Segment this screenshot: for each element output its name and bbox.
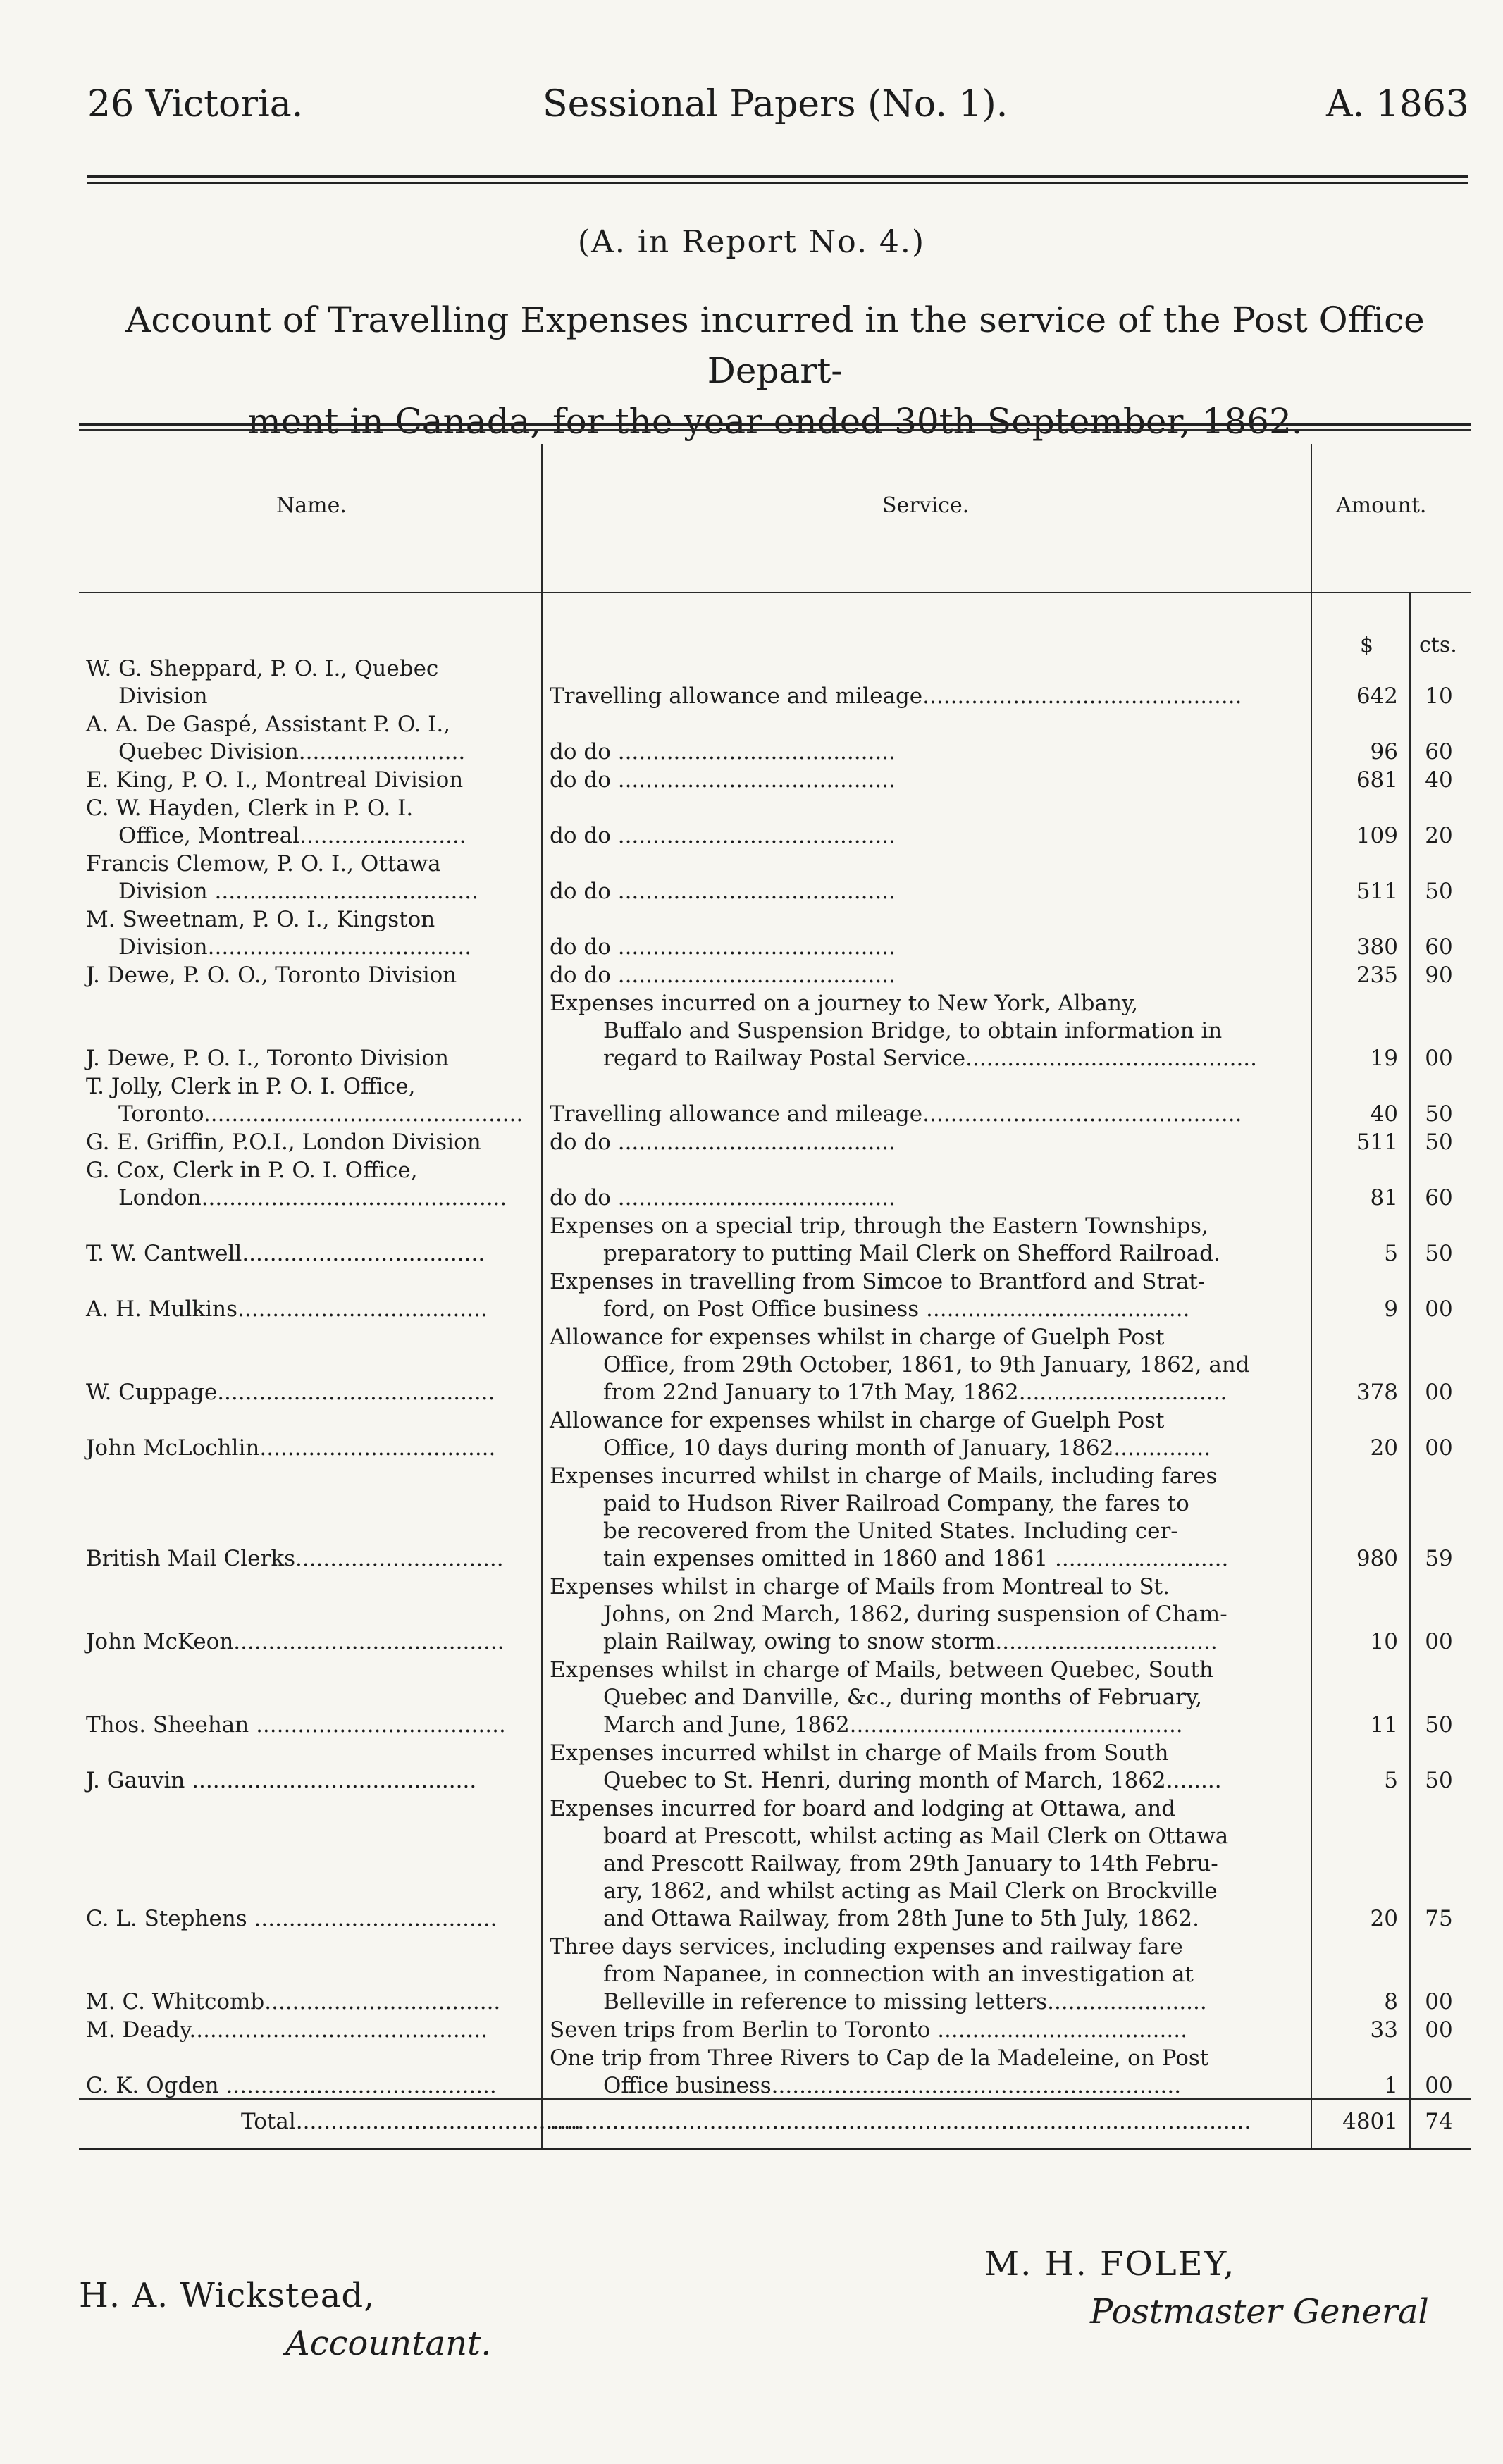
name-line: Division ...................................... [118, 879, 478, 904]
service-line: do do ........................................ [550, 1129, 896, 1155]
service-line: Three days services, including expenses and railway fare [550, 1934, 1183, 1960]
amount-cents: 00 [1425, 1046, 1453, 1071]
service-line: Expenses in travelling from Simcoe to Brantford and Strat- [550, 1269, 1206, 1294]
title-line-2: ment in Canada, for the year ended 30th September, 1862. [247, 401, 1303, 442]
amount-dollars: 235 [1356, 962, 1398, 988]
expense-service [550, 1268, 1381, 1323]
expense-name [86, 1157, 544, 1212]
session-label: 26 Victoria. [87, 83, 304, 125]
expense-service [550, 1657, 1381, 1739]
table-row [79, 990, 1471, 1072]
amount-cents: 40 [1425, 767, 1453, 793]
amount-cents: 60 [1425, 1185, 1453, 1211]
expense-name [86, 1767, 544, 1795]
expense-name [86, 1129, 544, 1156]
table-row [79, 2017, 1471, 2044]
total-rule [79, 2098, 1471, 2100]
service-line: Seven trips from Berlin to Toronto .................................... [550, 2017, 1187, 2043]
table-row [79, 1073, 1471, 1128]
name-line: G. E. Griffin, P.O.I., London Division [86, 1129, 481, 1155]
expense-name [86, 1240, 544, 1268]
name-line: Quebec Division........................ [118, 739, 466, 764]
expense-service [550, 1795, 1381, 1933]
cents-header: cts. [1419, 633, 1457, 657]
service-line: Expenses whilst in charge of Mails from Montreal to St. [550, 1574, 1170, 1599]
name-line: Francis Clemow, P. O. I., Ottawa [86, 851, 441, 877]
table-row [79, 1129, 1471, 1156]
expense-name [86, 1711, 544, 1739]
amount-dollars: 109 [1356, 823, 1398, 848]
expense-name [86, 2072, 544, 2100]
expense-service [550, 1129, 1381, 1156]
service-line: Expenses incurred whilst in charge of Mails, including fares [550, 1463, 1218, 1489]
expense-service [550, 1740, 1381, 1795]
expense-service [550, 878, 1381, 905]
name-line: C. W. Hayden, Clerk in P. O. I. [86, 795, 414, 821]
amount-dollars: 5 [1384, 1768, 1398, 1793]
amount-dollars: 681 [1356, 767, 1398, 793]
expense-service [550, 1573, 1381, 1656]
service-line: Johns, on 2nd March, 1862, during suspension of Cham- [603, 1602, 1227, 1627]
dollars-header: $ [1360, 633, 1374, 657]
expense-service [550, 1324, 1381, 1406]
name-line: E. King, P. O. I., Montreal Division [86, 767, 464, 793]
expense-service [550, 767, 1381, 794]
expense-name [86, 1435, 544, 1462]
table-row [79, 1463, 1471, 1573]
expense-name [86, 1379, 544, 1406]
table-row [79, 2045, 1471, 2100]
service-line: Expenses incurred whilst in charge of Mails from South [550, 1740, 1169, 1766]
name-line: M. Sweetnam, P. O. I., Kingston [86, 907, 435, 932]
service-line: Expenses whilst in charge of Mails, between Quebec, South [550, 1657, 1213, 1683]
table-row [79, 962, 1471, 989]
postmaster-title: Postmaster General [1090, 2292, 1429, 2332]
table-row [79, 655, 1471, 710]
service-line: Expenses incurred on a journey to New York, Albany, [550, 991, 1139, 1016]
expense-service [550, 738, 1381, 766]
expense-name [86, 1628, 544, 1656]
amount-cents: 00 [1425, 1629, 1453, 1654]
service-line: One trip from Three Rivers to Cap de la Madeleine, on Post [550, 2045, 1209, 2071]
name-column-header: Name. [276, 493, 347, 518]
table-top-rule-thin [79, 429, 1471, 431]
service-line: do do ........................................ [550, 934, 896, 960]
name-line: M. Deady........................................... [86, 2017, 488, 2043]
amount-dollars: 10 [1370, 1629, 1398, 1654]
expense-name [86, 1296, 544, 1323]
service-line: Office business........................................................... [603, 2073, 1182, 2098]
table-row [79, 1740, 1471, 1795]
amount-dollars: 20 [1370, 1435, 1398, 1461]
name-line: British Mail Clerks.............................. [86, 1546, 504, 1571]
expense-name [86, 1988, 544, 2016]
expense-name [86, 2017, 544, 2044]
amount-dollars: 96 [1370, 739, 1398, 764]
table-row [79, 850, 1471, 905]
total-dollars: 4801 [1342, 2109, 1398, 2134]
table-top-rule [79, 423, 1471, 426]
service-line: tain expenses omitted in 1860 and 1861 ......................... [603, 1546, 1229, 1571]
service-line: board at Prescott, whilst acting as Mail Clerk on Ottawa [603, 1824, 1229, 1849]
service-line: Allowance for expenses whilst in charge of Guelph Post [550, 1325, 1165, 1350]
name-line: Toronto.............................................. [118, 1101, 524, 1127]
amount-cents: 00 [1425, 1296, 1453, 1322]
service-line: and Ottawa Railway, from 28th June to 5th July, 1862. [603, 1906, 1199, 1931]
total-service-leader: ..................................................................................................... [550, 2109, 1251, 2134]
name-line: A. A. De Gaspé, Assistant P. O. I., [86, 712, 451, 737]
table-row [79, 1933, 1471, 2016]
service-line: be recovered from the United States. Including cer- [603, 1518, 1178, 1544]
amount-cents: 60 [1425, 739, 1453, 764]
expense-service [550, 1407, 1381, 1462]
expense-service [550, 2045, 1381, 2100]
name-line: A. H. Mulkins.................................... [86, 1296, 488, 1322]
name-line: M. C. Whitcomb.................................. [86, 1989, 501, 2014]
table-row [79, 906, 1471, 961]
service-line: do do ........................................ [550, 739, 896, 764]
expense-service [550, 683, 1381, 710]
amount-dollars: 642 [1356, 683, 1398, 709]
amount-cents: 50 [1425, 1768, 1453, 1793]
expense-service [550, 1213, 1381, 1268]
service-line: March and June, 1862................................................ [603, 1712, 1183, 1738]
year-label: A. 1863 [1326, 83, 1469, 125]
name-line: C. L. Stephens ................................... [86, 1906, 497, 1931]
service-line: Quebec and Danville, &c., during months of February, [603, 1685, 1203, 1710]
expense-name [86, 906, 544, 961]
title-line-1: Account of Travelling Expenses incurred in the service of the Post Office Depart- [125, 299, 1425, 391]
page-header [87, 83, 1469, 132]
expense-service [550, 1933, 1381, 2016]
service-line: do do ........................................ [550, 962, 896, 988]
expense-service [550, 962, 1381, 989]
table-row [79, 711, 1471, 766]
amount-dollars: 33 [1370, 2017, 1398, 2043]
postmaster-name: M. H. FOLEY, [984, 2244, 1236, 2284]
expense-name [86, 1905, 544, 1933]
expenses-table [79, 423, 1471, 2190]
name-line: John McLochlin.................................. [86, 1435, 496, 1461]
service-line: preparatory to putting Mail Clerk on Shefford Railroad. [603, 1241, 1220, 1266]
amount-dollars: 40 [1370, 1101, 1398, 1127]
name-line: Thos. Sheehan .................................... [86, 1712, 506, 1738]
service-line: Expenses incurred for board and lodging at Ottawa, and [550, 1796, 1176, 1821]
expense-service [550, 1101, 1381, 1128]
service-line: do do ........................................ [550, 1185, 896, 1211]
service-line: Travelling allowance and mileage.............................................. [550, 1101, 1242, 1127]
table-bottom-rule [79, 2148, 1471, 2150]
amount-dollars: 5 [1384, 1241, 1398, 1266]
amount-dollars: 378 [1356, 1380, 1398, 1405]
table-row [79, 1213, 1471, 1268]
expense-name [86, 962, 544, 989]
amount-cents: 00 [1425, 2017, 1453, 2043]
service-line: do do ........................................ [550, 879, 896, 904]
expense-name [86, 795, 544, 850]
amount-cents: 00 [1425, 1989, 1453, 2014]
service-line: from Napanee, in connection with an investigation at [603, 1962, 1194, 1987]
expense-name [86, 1545, 544, 1573]
expense-service [550, 934, 1381, 961]
sessional-papers-label: Sessional Papers (No. 1). [543, 83, 1008, 125]
table-row [79, 1573, 1471, 1656]
amount-cents: 50 [1425, 1241, 1453, 1266]
table-row [79, 1324, 1471, 1406]
table-row [79, 1268, 1471, 1323]
amount-cents: 75 [1425, 1906, 1453, 1931]
amount-cents: 00 [1425, 1435, 1453, 1461]
service-line: from 22nd January to 17th May, 1862.............................. [603, 1380, 1227, 1405]
expense-service [550, 1184, 1381, 1212]
amount-cents: 50 [1425, 1101, 1453, 1127]
name-line: W. G. Sheppard, P. O. I., Quebec [86, 656, 439, 681]
amount-dollars: 1 [1384, 2073, 1398, 2098]
service-line: paid to Hudson River Railroad Company, the fares to [603, 1491, 1189, 1516]
name-line: J. Dewe, P. O. O., Toronto Division [86, 962, 457, 988]
amount-dollars: 81 [1370, 1185, 1398, 1211]
report-subheading: (A. in Report No. 4.) [577, 224, 926, 260]
service-line: and Prescott Railway, from 29th January to 14th Febru- [603, 1851, 1218, 1876]
service-line: plain Railway, owing to snow storm................................ [603, 1629, 1218, 1654]
amount-cents: 60 [1425, 934, 1453, 960]
amount-dollars: 11 [1370, 1712, 1398, 1738]
amount-cents: 00 [1425, 2073, 1453, 2098]
service-line: do do ........................................ [550, 823, 896, 848]
expense-name [86, 711, 544, 766]
table-row [79, 1157, 1471, 1212]
table-row [79, 767, 1471, 794]
amount-cents: 00 [1425, 1380, 1453, 1405]
table-row [79, 1795, 1471, 1933]
header-rule [87, 175, 1468, 184]
amount-dollars: 19 [1370, 1046, 1398, 1071]
service-column-header: Service. [882, 493, 970, 518]
table-row [79, 795, 1471, 850]
expense-name [86, 655, 544, 710]
table-row [79, 1407, 1471, 1462]
service-line: ford, on Post Office business ...................................... [603, 1296, 1190, 1322]
amount-cents: 20 [1425, 823, 1453, 848]
accountant-name: H. A. Wickstead, [79, 2276, 376, 2315]
service-line: Belleville in reference to missing letters....................... [603, 1989, 1207, 2014]
table-row [79, 1657, 1471, 1739]
amount-cents: 10 [1425, 683, 1453, 709]
service-line: Expenses on a special trip, through the Eastern Townships, [550, 1213, 1208, 1239]
total-cents: 74 [1425, 2109, 1453, 2134]
total-label: Total......................................... [241, 2109, 581, 2134]
service-line: Office, from 29th October, 1861, to 9th January, 1862, and [603, 1352, 1250, 1378]
name-line: G. Cox, Clerk in P. O. I. Office, [86, 1158, 418, 1183]
amount-cents: 50 [1425, 879, 1453, 904]
service-line: do do ........................................ [550, 767, 896, 793]
accountant-title: Accountant. [285, 2324, 492, 2363]
service-line: Buffalo and Suspension Bridge, to obtain information in [603, 1018, 1223, 1044]
service-line: ary, 1862, and whilst acting as Mail Clerk on Brockville [603, 1878, 1218, 1904]
amount-dollars: 980 [1356, 1546, 1398, 1571]
name-line: John McKeon....................................... [86, 1629, 505, 1654]
table-header-rule [79, 592, 1471, 593]
amount-column-header: Amount. [1336, 493, 1427, 518]
service-line: Quebec to St. Henri, during month of March, 1862........ [603, 1768, 1222, 1793]
amount-cents: 50 [1425, 1712, 1453, 1738]
name-line: W. Cuppage........................................ [86, 1380, 495, 1405]
expense-service [550, 990, 1381, 1072]
amount-dollars: 20 [1370, 1906, 1398, 1931]
name-line: London............................................ [118, 1185, 507, 1211]
expense-service [550, 2017, 1381, 2044]
amount-dollars: 511 [1356, 1129, 1398, 1155]
expense-name [86, 1045, 544, 1072]
name-line: J. Dewe, P. O. I., Toronto Division [86, 1046, 449, 1071]
name-line: Office, Montreal........................ [118, 823, 466, 848]
amount-dollars: 511 [1356, 879, 1398, 904]
expense-service [550, 1463, 1381, 1573]
amount-cents: 90 [1425, 962, 1453, 988]
amount-dollars: 380 [1356, 934, 1398, 960]
service-line: Travelling allowance and mileage.............................................. [550, 683, 1242, 709]
expense-name [86, 850, 544, 905]
amount-dollars: 9 [1384, 1296, 1398, 1322]
amount-dollars: 8 [1384, 1989, 1398, 2014]
service-line: Allowance for expenses whilst in charge of Guelph Post [550, 1408, 1165, 1433]
service-line: regard to Railway Postal Service.......................................... [603, 1046, 1258, 1071]
expense-name [86, 1073, 544, 1128]
name-line: Division [118, 683, 208, 709]
name-line: T. Jolly, Clerk in P. O. I. Office, [86, 1074, 416, 1099]
amount-cents: 50 [1425, 1129, 1453, 1155]
name-line: J. Gauvin ......................................... [86, 1768, 477, 1793]
service-line: Office, 10 days during month of January, 1862.............. [603, 1435, 1211, 1461]
name-line: Division...................................... [118, 934, 472, 960]
name-line: T. W. Cantwell................................... [86, 1241, 485, 1266]
amount-cents: 59 [1425, 1546, 1453, 1571]
expense-service [550, 822, 1381, 850]
expense-name [86, 767, 544, 794]
name-line: C. K. Ogden ....................................... [86, 2073, 497, 2098]
